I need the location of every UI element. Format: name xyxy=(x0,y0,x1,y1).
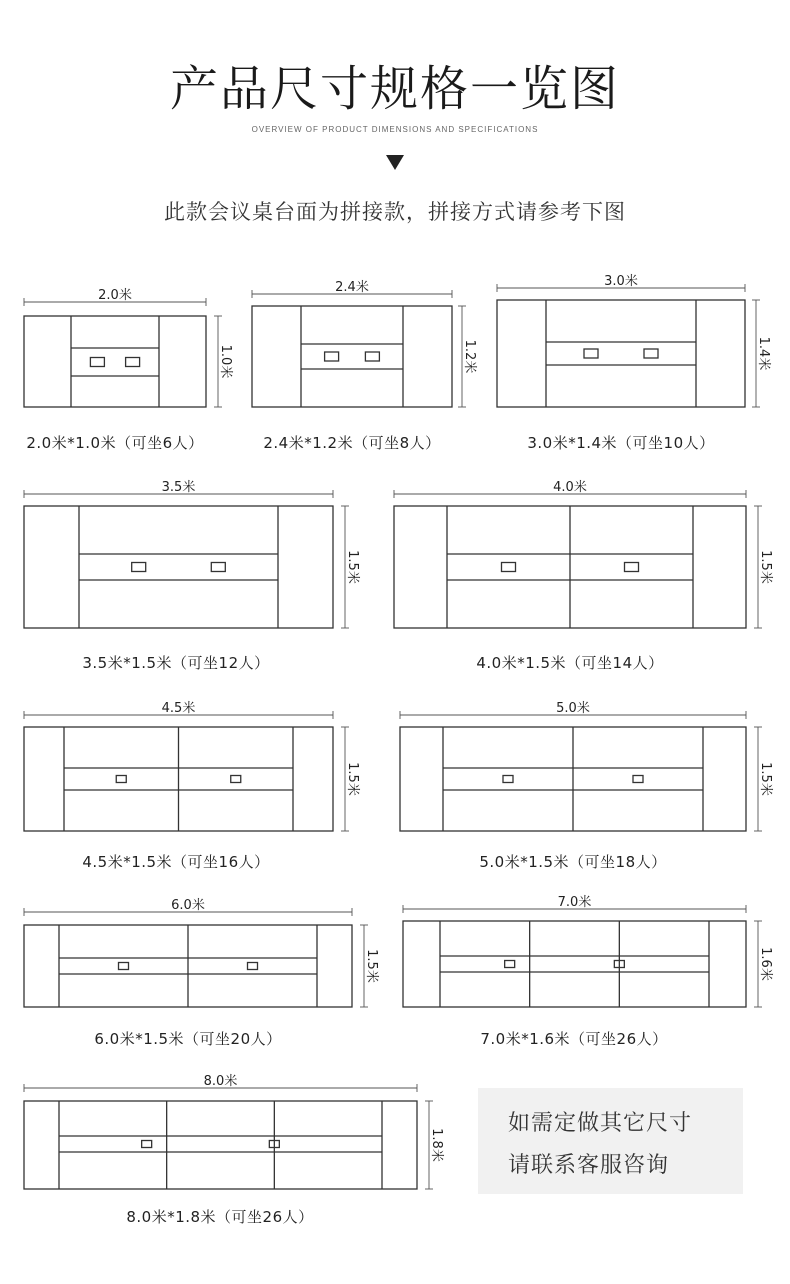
t3-power-outlet-icon xyxy=(584,349,598,358)
t7-caption: 5.0米*1.5米（可坐18人） xyxy=(479,853,667,871)
t7-power-outlet-icon xyxy=(503,776,513,783)
t9-width-label: 7.0米 xyxy=(557,895,592,910)
t4-power-outlet-icon xyxy=(211,563,225,572)
t2-power-outlet-icon xyxy=(325,352,339,361)
custom-size-note xyxy=(478,1088,743,1194)
t1-depth-label: 1.0米 xyxy=(218,344,233,379)
t5-width-label: 4.0米 xyxy=(553,480,587,495)
t1-caption: 2.0米*1.0米（可坐6人） xyxy=(26,434,204,452)
t4-width-label: 3.5米 xyxy=(161,480,196,495)
t2-tabletop-outline xyxy=(252,306,452,407)
t10-tabletop-outline xyxy=(24,1101,417,1189)
intro-text: 此款会议桌台面为拼接款，拼接方式请参考下图 xyxy=(164,200,626,224)
t2-width-label: 2.4米 xyxy=(335,280,369,295)
t10-power-outlet-icon xyxy=(142,1141,152,1148)
t10-width-label: 8.0米 xyxy=(203,1074,238,1089)
t6-width-label: 4.5米 xyxy=(161,701,196,716)
t8-depth-label: 1.5米 xyxy=(364,949,379,983)
t7-power-outlet-icon xyxy=(633,776,643,783)
t5-caption: 4.0米*1.5米（可坐14人） xyxy=(476,654,664,672)
t3-width-label: 3.0米 xyxy=(604,274,638,289)
page-subtitle-en: OVERVIEW OF PRODUCT DIMENSIONS AND SPECIFICATIONS xyxy=(251,125,539,134)
t9-tabletop-outline xyxy=(403,921,746,1007)
t9-caption: 7.0米*1.6米（可坐26人） xyxy=(480,1030,668,1048)
t3-caption: 3.0米*1.4米（可坐10人） xyxy=(527,434,715,452)
note-line-2: 请联系客服咨询 xyxy=(508,1153,670,1178)
t4-depth-label: 1.5米 xyxy=(345,550,360,584)
t6-depth-label: 1.5米 xyxy=(345,762,360,796)
t1-width-label: 2.0米 xyxy=(98,288,132,303)
t2-depth-label: 1.2米 xyxy=(462,339,477,374)
page-title: 产品尺寸规格一览图 xyxy=(169,61,620,117)
t1-tabletop-outline xyxy=(24,316,206,407)
t3-tabletop-outline xyxy=(497,300,745,407)
t8-width-label: 6.0米 xyxy=(171,898,205,913)
t6-caption: 4.5米*1.5米（可坐16人） xyxy=(82,853,270,871)
t10-depth-label: 1.8米 xyxy=(429,1128,444,1162)
t8-power-outlet-icon xyxy=(119,963,129,970)
t6-power-outlet-icon xyxy=(116,776,126,783)
t1-power-outlet-icon xyxy=(126,358,140,367)
t3-depth-label: 1.4米 xyxy=(756,336,771,371)
t9-power-outlet-icon xyxy=(505,961,515,968)
t2-caption: 2.4米*1.2米（可坐8人） xyxy=(263,434,441,452)
t8-caption: 6.0米*1.5米（可坐20人） xyxy=(94,1030,282,1048)
t4-caption: 3.5米*1.5米（可坐12人） xyxy=(82,654,270,672)
t7-depth-label: 1.5米 xyxy=(758,762,773,796)
t9-depth-label: 1.6米 xyxy=(758,947,773,981)
t5-power-outlet-icon xyxy=(502,563,516,572)
t5-power-outlet-icon xyxy=(625,563,639,572)
t3-power-outlet-icon xyxy=(644,349,658,358)
t6-power-outlet-icon xyxy=(231,776,241,783)
t1-power-outlet-icon xyxy=(90,358,104,367)
t2-power-outlet-icon xyxy=(365,352,379,361)
note-line-1: 如需定做其它尺寸 xyxy=(508,1111,693,1136)
t10-caption: 8.0米*1.8米（可坐26人） xyxy=(126,1208,314,1226)
t5-depth-label: 1.5米 xyxy=(758,550,773,584)
t7-width-label: 5.0米 xyxy=(556,701,590,716)
t8-power-outlet-icon xyxy=(248,963,258,970)
t4-power-outlet-icon xyxy=(132,563,146,572)
t4-tabletop-outline xyxy=(24,506,333,628)
